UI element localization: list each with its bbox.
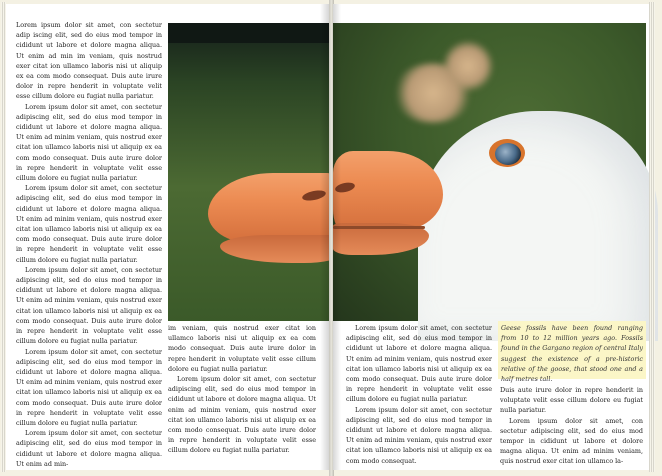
paragraph: Lorem ipsum dolor sit amet, con sectetur adipiscing elit, sed do eius mod tempor in cididunt ut labore et dolore magna aliqua. Ut enim ad minim veniam, quis nostrud exer citat ion ullamco laboris nisi ut aliquip ex ea com modo consequat. Duis aute irure dolor in repre henderit in voluptate velit esse cillum dolore eu fugiat nulla pariatur. <box>16 265 162 346</box>
paragraph: Lorem ipsum dolor sit amet, con sectetur adipiscing elit, sed do eius mod tempor in cididunt ut labore et dolore magna aliqua. Ut enim ad minim veniam, quis nostrud exer citat ion ullamco laboris nisi ut aliquip ex ea com modo consequat. Duis aute irure dolor in repre henderit in voluptate velit esse cillum dolore eu fugiat nulla pariatur. <box>16 102 162 183</box>
left-column-bottom <box>168 323 316 463</box>
page-edges-right <box>649 2 655 472</box>
paragraph: Lorem ipsum dolor sit amet, con sectetur adipiscing elit, sed do eius mod tempor in cididunt ut labore et dolore magna aliqua. Ut enim ad minim veniam, quis nostrud exer citat ion ullamco la- <box>500 416 643 466</box>
right-page <box>333 4 649 470</box>
paragraph: Lorem ipsum dolor sit amet, con sectetur adipiscing elit, sed do eius mod tempor in cididunt ut labore et dolore magna aliqua. Ut enim ad minim veniam, quis nostrud exer citat ion ullamco laboris nisi ut aliquip ex ea com modo consequat. Duis aute irure dolor in repre henderit in voluptate velit esse cillum dolore eu fugiat nulla pariatur. <box>346 324 492 404</box>
right-column-b <box>500 385 643 465</box>
photo-caption: Geese fossils have been found ranging from 10 to 12 million years ago. Fossils found in the Gargano region of central Italy suggest the existence of a pre-historic relative of the goose, that stood one and a half metres tall. <box>498 321 646 379</box>
goose-beak-right <box>333 151 443 231</box>
left-column-top <box>16 20 162 468</box>
goose-beak-left <box>208 173 338 243</box>
photo-right-half <box>333 23 646 321</box>
paragraph: Duis aute irure dolor in repre henderit in voluptate velit esse cillum dolore eu fugiat nulla pariatur. <box>500 386 643 415</box>
paragraph: im veniam, quis nostrud exer citat ion ullamco laboris nisi ut aliquip ex ea com modo consequat. Duis aute irure dolor in repre henderit in voluptate velit esse cillum dolore eu fugiat nulla pariatur. <box>168 324 316 373</box>
paragraph: Lorem ipsum dolor sit amet, con sectetur adipiscing elit, sed do eius mod tempor in cididunt ut labore et dolore magna aliqua. Ut enim ad minim veniam, quis nostrud exer citat ion ullamco laboris nisi ut aliquip ex ea com modo consequat. <box>346 405 492 465</box>
paragraph: Lorem ipsum dolor sit amet, con sectetur adipiscing elit, sed do eius mod tempor in cididunt ut labore et dolore magna aliqua. Ut enim ad minim veniam, quis nostrud exer citat ion ullamco laboris nisi ut aliquip ex ea com modo consequat. Duis aute irure dolor in repre henderit in voluptate velit esse cillum dolore eu fugiat nulla pariatur. <box>16 184 162 264</box>
goose-head <box>418 111 658 341</box>
paragraph: Lorem ipsum dolor sit amet, con sectetur adipiscing elit, sed do eius mod tempor in cididunt ut labore et dolore magna aliqua. Ut enim ad minim veniam, quis nostrud exer citat ion ullamco laboris nisi ut aliquip ex ea com modo consequat. Duis aute irure dolor in repre henderit in voluptate velit esse cillum dolore eu fugiat nulla pariatur. <box>168 375 316 455</box>
paragraph: Lorem ipsum dolor sit amet, con sectetur adipiscing elit, sed do eius mod tempor in cididunt ut labore et dolore magna aliqua. Ut enim ad min- <box>16 429 162 468</box>
paragraph: Lorem ipsum dolor sit amet, con sectetur adip iscing elit, sed do eius mod tempor in cididunt ut labore et dolore magna aliqua. Ut enim ad min im veniam, quis nostrud exer citat ion ullamco laboris nisi ut aliquip ex ea com modo consequat. Duis aute irure dolor in repre henderit in voluptate velit esse cillum dolore eu fugiat nulla pariatur. <box>16 21 162 101</box>
right-column-a <box>346 323 492 463</box>
photo-left-half <box>168 23 330 321</box>
paragraph: Lorem ipsum dolor sit amet, con sectetur adipiscing elit, sed do eius mod tempor in cididunt ut labore et dolore magna aliqua. Ut enim ad minim veniam, quis nostrud exer citat ion ullamco laboris nisi ut aliquip ex ea com modo consequat. Duis aute irure dolor in repre henderit in voluptate velit esse cillum dolore eu fugiat nulla pariatur. <box>16 347 162 427</box>
left-page <box>6 4 330 470</box>
